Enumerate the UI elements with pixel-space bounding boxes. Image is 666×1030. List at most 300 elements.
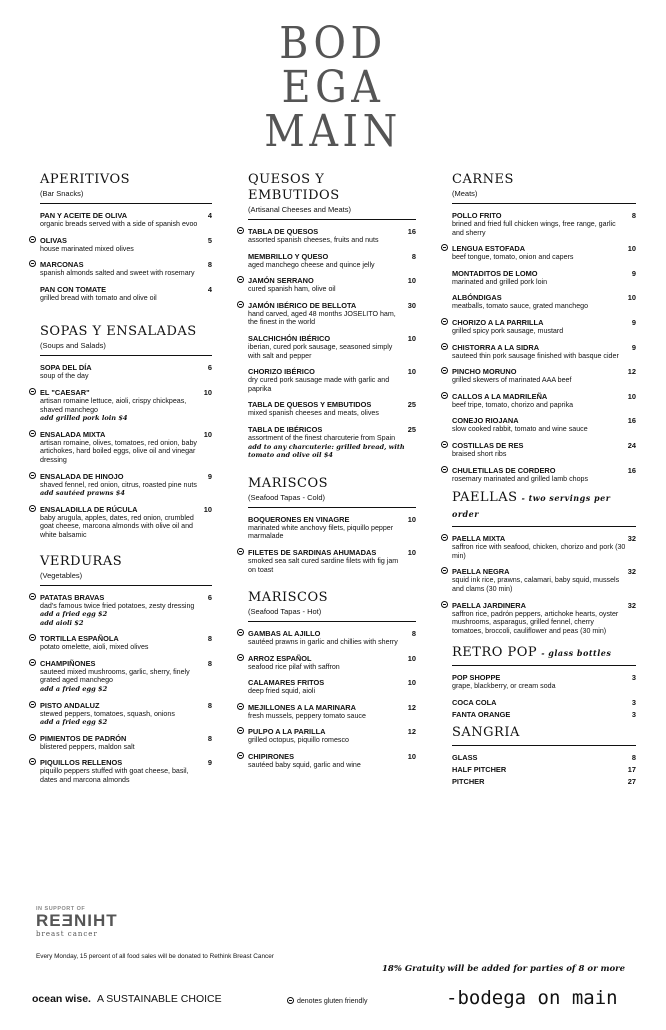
in-support-label: IN SUPPORT OF: [36, 906, 86, 912]
gluten-friendly-icon: [237, 276, 244, 283]
menu-item: [248, 301, 416, 327]
item-price: 27: [627, 776, 636, 786]
item-description: iberian, cured pork sausage, seasoned simply with salt and pepper: [248, 342, 393, 360]
item-name: SOPA DEL DÍA: [40, 363, 92, 373]
gluten-friendly-icon: [237, 227, 244, 234]
gluten-friendly-icon: [237, 703, 244, 710]
gluten-friendly-icon: [29, 701, 36, 708]
item-add-on: add a fried egg $2: [40, 610, 108, 619]
menu-item: [248, 654, 416, 672]
item-name: PAELLA MIXTA: [452, 534, 506, 544]
section-subtitle: (Seafood Tapas - Cold): [248, 492, 325, 502]
item-name: JAMÓN IBÉRICO DE BELLOTA: [248, 300, 357, 310]
section-divider: [248, 621, 416, 622]
item-price: 9: [631, 342, 636, 352]
item-name: COCA COLA: [452, 697, 497, 707]
item-description: slow cooked rabbit, tomato and wine sauce: [452, 425, 588, 434]
item-name: CALAMARES FRITOS: [248, 678, 325, 688]
item-price: 10: [407, 514, 416, 524]
item-price: 8: [411, 251, 416, 261]
item-name: ARROZ ESPAÑOL: [248, 653, 312, 663]
section-divider: [40, 355, 212, 356]
gratuity-note: 18% Gratuity will be added for parties of 8 or more: [382, 964, 626, 974]
item-name: CHORIZO A LA PARRILLA: [452, 317, 544, 327]
item-price: 9: [631, 268, 636, 278]
item-description: cured spanish ham, olive oil: [248, 285, 336, 294]
section-divider: [40, 203, 212, 204]
section-note: - two servings per order: [452, 493, 611, 520]
item-price: 10: [407, 367, 416, 377]
menu-section: [452, 645, 636, 719]
item-description: assortment of the finest charcuterie from Spain: [248, 433, 396, 442]
logo-line-2: EGA: [281, 62, 385, 113]
item-description: deep fried squid, aioli: [248, 687, 316, 696]
item-description: marinated white anchovy filets, piquillo pepper marmalade: [248, 523, 394, 541]
section-title: [40, 324, 212, 340]
menu-section: [452, 172, 636, 483]
item-price: 12: [407, 702, 416, 712]
item-description: sautéed prawns in garlic and chillies with sherry: [248, 638, 398, 647]
item-price: 9: [207, 471, 212, 481]
item-name: PATATAS BRAVAS: [40, 592, 105, 602]
item-price: 9: [207, 758, 212, 768]
item-name: CALLOS A LA MADRILEÑA: [452, 391, 548, 401]
menu-item: [40, 701, 212, 727]
ocean-wise-logo: [32, 993, 222, 1005]
section-divider: [40, 585, 212, 586]
item-name: TABLA DE QUESOS Y EMBUTIDOS: [248, 400, 372, 410]
item-name: SALCHICHÓN IBÉRICO: [248, 333, 331, 343]
section-subtitle: (Soups and Salads): [40, 341, 106, 351]
section-title: [452, 725, 636, 741]
item-name: HALF PITCHER: [452, 764, 507, 774]
item-description: artisan romaine, olives, tomatoes, red onion, baby artichokes, hard boiled eggs, olive oil and vinegar dressing: [40, 438, 197, 464]
menu-item: [248, 727, 416, 745]
bodega-main-logo: [0, 18, 666, 157]
gluten-friendly-icon: [29, 260, 36, 267]
menu-section: [40, 172, 212, 302]
menu-item: [40, 758, 212, 784]
item-name: POP SHOPPE: [452, 673, 501, 683]
item-name: TORTILLA ESPAÑOLA: [40, 634, 119, 644]
section-title: [40, 172, 212, 188]
menu-item: [40, 388, 212, 423]
item-price: 8: [207, 733, 212, 743]
item-description: saffron rice with seafood, chicken, chorizo and pork (30 min): [452, 543, 626, 560]
menu-item: [40, 659, 212, 694]
item-description: grilled octopus, piquillo romesco: [248, 736, 349, 745]
gluten-friendly-icon: [441, 601, 448, 608]
menu-item: [452, 567, 636, 593]
gluten-friendly-icon: [237, 548, 244, 555]
item-price: 25: [407, 400, 416, 410]
section-title: [40, 554, 212, 570]
item-name: PAN Y ACEITE DE OLIVA: [40, 211, 128, 220]
menu-item: [248, 425, 416, 460]
item-description: rosemary marinated and grilled lamb chops: [452, 474, 589, 483]
section-note: - glass bottles: [541, 648, 612, 659]
item-name: CHISTORRA A LA SIDRA: [452, 342, 540, 352]
item-price: 3: [631, 697, 636, 707]
menu-section: [452, 490, 636, 635]
item-description: seafood rice pilaf with saffron: [248, 662, 340, 671]
menu-item: [40, 505, 212, 540]
item-add-on: add aioli $2: [40, 618, 84, 627]
item-price: 8: [207, 658, 212, 668]
menu-item: [248, 548, 416, 574]
menu-item: [40, 285, 212, 303]
item-price: 8: [207, 634, 212, 644]
menu-column-middle: [248, 172, 416, 777]
section-subtitle: (Seafood Tapas - Hot): [248, 607, 322, 617]
item-name: PAELLA JARDINERA: [452, 600, 526, 610]
item-price: 8: [207, 260, 212, 270]
item-description: dry cured pork sausage made with garlic and paprika: [248, 376, 390, 393]
section-divider: [452, 526, 636, 527]
menu-item: [452, 367, 636, 385]
item-name: JAMÓN SERRANO: [248, 276, 314, 286]
item-price: 3: [631, 673, 636, 683]
menu-section: [40, 324, 212, 539]
section-title: [248, 590, 416, 606]
item-price: 24: [627, 440, 636, 450]
item-description: grilled spicy pork sausage, mustard: [452, 326, 564, 335]
rethink-logo: [36, 906, 118, 938]
section-subtitle: (Bar Snacks): [40, 189, 84, 198]
section-title-text: SANGRIA: [452, 724, 520, 740]
gluten-friendly-icon: [237, 654, 244, 661]
item-name: POLLO FRITO: [452, 211, 502, 220]
item-add-on: add a fried egg $2: [40, 685, 108, 694]
item-name: COSTILLAS DE RES: [452, 440, 524, 450]
menu-item: [40, 211, 212, 229]
menu-section: [248, 590, 416, 770]
item-price: 10: [627, 391, 636, 401]
item-price: 6: [207, 363, 212, 373]
item-price: 10: [203, 504, 212, 514]
gluten-friendly-icon: [237, 727, 244, 734]
gluten-friendly-icon: [237, 752, 244, 759]
menu-item: [40, 472, 212, 498]
gluten-friendly-icon: [29, 430, 36, 437]
item-price: 4: [207, 211, 212, 220]
item-name: PIMIENTOS DE PADRÓN: [40, 733, 127, 743]
item-price: 10: [203, 387, 212, 397]
logo-line-1: BOD: [279, 18, 387, 69]
item-description: assorted spanish cheeses, fruits and nuts: [248, 236, 379, 244]
section-title-text: SOPAS Y ENSALADAS: [40, 324, 197, 340]
item-name: GLASS: [452, 752, 478, 762]
section-title: [452, 645, 636, 661]
item-name: EL "CAESAR": [40, 387, 90, 397]
item-name: ENSALADILLA DE RÚCULA: [40, 504, 138, 514]
menu-item: [452, 710, 636, 719]
item-name: MONTADITOS DE LOMO: [452, 268, 538, 278]
item-description: beef tongue, tomato, onion and capers: [452, 253, 574, 262]
section-title-text: MARISCOS: [248, 475, 329, 491]
item-description: sauteed thin pork sausage finished with basque cider: [452, 351, 619, 360]
item-description: piquillo peppers stuffed with goat cheese, basil, dates and marcona almonds: [40, 767, 189, 785]
menu-item: [452, 698, 636, 707]
item-price: 30: [407, 300, 416, 310]
item-description: dad's famous twice fried potatoes, zesty dressing: [40, 601, 195, 610]
section-divider: [248, 219, 416, 220]
item-price: 16: [407, 227, 416, 236]
item-price: 32: [627, 534, 636, 544]
sustainable-choice-text: A SUSTAINABLE CHOICE: [96, 993, 222, 1005]
item-description: potato omelette, aioli, mixed olives: [40, 643, 149, 652]
item-name: OLIVAS: [40, 235, 67, 245]
menu-item: [452, 673, 636, 691]
item-description: smoked sea salt cured sardine filets with fig jam on toast: [248, 556, 399, 574]
item-description: artisan romaine lettuce, aioli, crispy chickpeas, shaved manchego: [40, 396, 187, 414]
item-price: 10: [407, 547, 416, 557]
item-price: 32: [627, 600, 636, 610]
section-subtitle: (Meats): [452, 189, 478, 198]
item-description: beef tripe, tomato, chorizo and paprika: [452, 400, 574, 409]
item-add-on: add to any charcuterie: grilled bread, with tomato and olive oil $4: [248, 442, 405, 460]
item-description: organic breads served with a side of spanish evoo: [40, 220, 198, 228]
item-description: blistered peppers, maldon salt: [40, 742, 135, 751]
donation-note: Every Monday, 15 percent of all food sales will be donated to Rethink Breast Cancer: [36, 953, 274, 960]
item-price: 8: [411, 629, 416, 639]
item-price: 32: [627, 567, 636, 577]
menu-item: [452, 293, 636, 311]
menu-item: [248, 276, 416, 294]
section-title-text: VERDURAS: [40, 553, 123, 569]
section-subtitle: (Vegetables): [40, 570, 83, 580]
section-title: [248, 172, 416, 204]
item-price: 10: [627, 293, 636, 303]
gluten-friendly-icon: [441, 567, 448, 574]
gluten-friendly-icon: [441, 343, 448, 350]
item-name: PAN CON TOMATE: [40, 284, 107, 294]
item-name: CONEJO RIOJANA: [452, 416, 519, 426]
item-description: grilled bread with tomato and olive oil: [40, 293, 157, 302]
item-description: shaved fennel, red onion, citrus, roasted pine nuts: [40, 480, 197, 489]
item-name: ENSALADA DE HINOJO: [40, 471, 124, 481]
item-description: spanish almonds salted and sweet with rosemary: [40, 269, 195, 278]
gluten-friendly-icon: [237, 301, 244, 308]
menu-item: [40, 734, 212, 752]
menu-item: [248, 252, 416, 270]
gluten-friendly-icon: [29, 758, 36, 765]
gluten-friendly-icon: [29, 388, 36, 395]
item-price: 10: [627, 244, 636, 254]
section-title: [248, 476, 416, 492]
item-name: ENSALADA MIXTA: [40, 429, 106, 439]
menu-item: [40, 260, 212, 278]
item-description: stewed peppers, tomatoes, squash, onions: [40, 709, 175, 718]
section-subtitle: (Artisanal Cheeses and Meats): [248, 205, 351, 214]
menu-item: [248, 334, 416, 360]
gluten-friendly-icon: [237, 629, 244, 636]
section-title-text: PAELLAS: [452, 490, 518, 506]
gluten-friendly-icon: [441, 392, 448, 399]
item-price: 8: [631, 211, 636, 220]
item-name: CHAMPIÑONES: [40, 658, 96, 668]
item-price: 12: [407, 727, 416, 737]
menu-section: [248, 172, 416, 460]
item-name: CHULETILLAS DE CORDERO: [452, 465, 556, 475]
item-description: squid ink rice, prawns, calamari, baby squid, mussels and clams (30 min): [452, 576, 620, 593]
item-price: 16: [627, 416, 636, 426]
item-description: mixed spanish cheeses and meats, olives: [248, 409, 379, 418]
section-title-text: APERITIVOS: [40, 172, 131, 187]
logo-line-3: MAIN: [264, 106, 402, 157]
menu-item: [452, 601, 636, 636]
section-title-text: QUESOS Y EMBUTIDOS: [248, 172, 340, 203]
gluten-friendly-legend: [287, 996, 367, 1005]
item-add-on: add a fried egg $2: [40, 718, 108, 727]
item-name: LENGUA ESTOFADA: [452, 244, 526, 254]
item-name: PAELLA NEGRA: [452, 567, 510, 577]
item-description: grape, blackberry, or cream soda: [452, 682, 556, 691]
gluten-friendly-icon: [29, 505, 36, 512]
item-description: meatballs, tomato sauce, grated manchego: [452, 302, 589, 311]
gluten-friendly-icon: [441, 244, 448, 251]
menu-section: [40, 554, 212, 785]
item-name: CHIPIRONES: [248, 752, 294, 762]
menu-item: [452, 777, 636, 786]
menu-item: [452, 269, 636, 287]
section-divider: [452, 745, 636, 746]
item-name: PINCHO MORUNO: [452, 367, 517, 377]
section-divider: [452, 203, 636, 204]
menu-item: [40, 634, 212, 652]
section-title-text: CARNES: [452, 172, 514, 187]
item-name: TABLA DE IBÉRICOS: [248, 424, 323, 434]
menu-item: [248, 400, 416, 418]
menu-item: [40, 593, 212, 628]
gluten-friendly-icon: [29, 659, 36, 666]
item-price: 10: [407, 678, 416, 688]
ocean-wise-text: ocean wise.: [32, 993, 91, 1005]
section-title-text: RETRO POP: [452, 645, 538, 661]
item-description: fresh mussels, peppery tomato sauce: [248, 711, 366, 720]
item-price: 10: [203, 429, 212, 439]
item-description: sauteed mixed mushrooms, garlic, sherry, finely grated aged manchego: [40, 667, 190, 685]
gluten-friendly-icon: [29, 472, 36, 479]
item-name: CHORIZO IBÉRICO: [248, 367, 315, 377]
item-name: GAMBAS AL AJILLO: [248, 629, 321, 639]
menu-item: [40, 236, 212, 254]
item-price: 8: [631, 752, 636, 762]
item-description: brined and fried full chicken wings, free range, garlic and sherry: [452, 220, 616, 237]
item-name: PITCHER: [452, 776, 485, 786]
item-name: TABLA DE QUESOS: [248, 227, 319, 236]
item-price: 10: [407, 752, 416, 762]
item-description: marinated and grilled pork loin: [452, 277, 548, 286]
item-name: PIQUILLOS RELLENOS: [40, 758, 123, 768]
menu-item: [452, 416, 636, 434]
menu-item: [248, 367, 416, 393]
item-name: MARCONAS: [40, 260, 84, 270]
gluten-friendly-icon: [287, 997, 294, 1004]
item-name: FANTA ORANGE: [452, 709, 511, 719]
item-description: saffron rice, padrón peppers, artichoke hearts, oyster mushrooms, asparagus, grilled fennel, cherry tomatoes, broccoli, cauliflower and peas (30 min): [452, 609, 619, 635]
item-description: sautéed baby squid, garlic and wine: [248, 761, 361, 770]
item-price: 5: [207, 235, 212, 245]
menu-item: [452, 441, 636, 459]
item-description: hand carved, aged 48 months JOSELITO ham, the finest in the world: [248, 309, 396, 327]
gluten-friendly-icon: [29, 734, 36, 741]
gluten-friendly-icon: [29, 236, 36, 243]
section-title-text: MARISCOS: [248, 590, 329, 606]
item-price: 17: [627, 764, 636, 774]
breast-cancer-label: breast cancer: [36, 930, 98, 938]
item-name: BOQUERONES EN VINAGRE: [248, 514, 350, 524]
section-title: [452, 172, 636, 188]
item-description: house marinated mixed olives: [40, 244, 134, 253]
rethink-wordmark: REƎNIHT: [36, 911, 118, 930]
item-price: 10: [407, 276, 416, 286]
gluten-friendly-legend-text: denotes gluten friendly: [297, 998, 368, 1005]
item-price: 8: [207, 700, 212, 710]
menu-item: [452, 392, 636, 410]
item-price: 10: [407, 653, 416, 663]
menu-item: [248, 752, 416, 770]
item-description: aged manchego cheese and quince jelly: [248, 260, 375, 269]
menu-item: [248, 629, 416, 647]
item-price: 3: [631, 709, 636, 719]
menu-section: [452, 725, 636, 786]
item-price: 16: [627, 465, 636, 475]
item-name: PULPO A LA PARILLA: [248, 727, 326, 737]
item-description: soup of the day: [40, 372, 89, 381]
gluten-friendly-icon: [441, 441, 448, 448]
item-price: 4: [207, 284, 212, 294]
item-description: grilled skewers of marinated AAA beef: [452, 376, 572, 385]
gluten-friendly-icon: [29, 593, 36, 600]
menu-section: [248, 476, 416, 574]
menu-item: [40, 363, 212, 381]
menu-item: [452, 765, 636, 774]
item-price: 10: [407, 333, 416, 343]
item-name: MEMBRILLO Y QUESO: [248, 251, 329, 261]
menu-item: [452, 244, 636, 262]
item-add-on: add sautéed prawns $4: [40, 489, 125, 498]
item-price: 12: [627, 367, 636, 377]
item-price: 9: [631, 317, 636, 327]
section-divider: [248, 507, 416, 508]
menu-item: [452, 211, 636, 237]
item-price: 6: [207, 592, 212, 602]
menu-item: [452, 318, 636, 336]
item-name: MEJILLONES A LA MARINARA: [248, 702, 356, 712]
section-title: [452, 490, 636, 522]
menu-item: [248, 703, 416, 721]
section-divider: [452, 665, 636, 666]
menu-item: [452, 343, 636, 361]
item-name: PISTO ANDALUZ: [40, 700, 100, 710]
item-description: baby arugula, apples, dates, red onion, crumbled goat cheese, marcona almonds with olive oil and white balsamic: [40, 513, 194, 539]
menu-item: [452, 753, 636, 762]
gluten-friendly-icon: [441, 318, 448, 325]
gluten-friendly-icon: [441, 466, 448, 473]
menu-item: [248, 227, 416, 245]
menu-item: [248, 515, 416, 541]
menu-item: [452, 466, 636, 484]
item-description: braised short ribs: [452, 449, 507, 458]
gluten-friendly-icon: [441, 534, 448, 541]
menu-column-left: [40, 172, 212, 792]
menu-item: [452, 534, 636, 560]
menu-column-right: [452, 172, 636, 789]
item-name: FILETES DE SARDINAS AHUMADAS: [248, 547, 377, 557]
signature: -bodega on main: [446, 987, 618, 1009]
item-price: 25: [407, 424, 416, 434]
